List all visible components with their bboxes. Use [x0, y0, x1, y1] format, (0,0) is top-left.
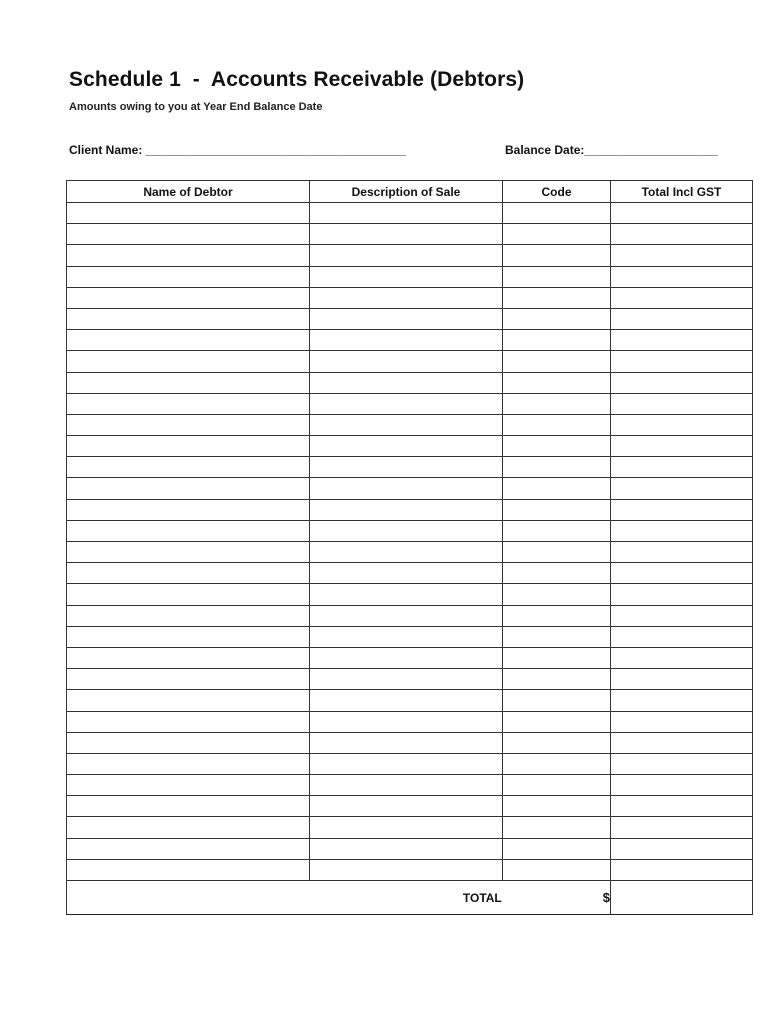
table-row: [67, 711, 753, 732]
table-row: [67, 626, 753, 647]
total-label: TOTAL: [462, 891, 502, 905]
name-of-debtor-cell[interactable]: [67, 584, 310, 605]
page-subtitle: Amounts owing to you at Year End Balance Date: [69, 101, 323, 113]
code-cell[interactable]: [503, 796, 611, 817]
code-cell[interactable]: [503, 457, 611, 478]
code-cell[interactable]: [503, 626, 611, 647]
description-of-sale-cell[interactable]: [310, 224, 503, 245]
table-row: [67, 372, 753, 393]
table-row: [67, 308, 753, 329]
total-incl-gst-cell[interactable]: [611, 499, 753, 520]
description-of-sale-cell[interactable]: [310, 372, 503, 393]
total-incl-gst-cell[interactable]: [611, 584, 753, 605]
code-cell[interactable]: [503, 414, 611, 435]
table-row: [67, 414, 753, 435]
table-row: [67, 224, 753, 245]
description-of-sale-cell[interactable]: [310, 436, 503, 457]
table-row: [67, 266, 753, 287]
description-of-sale-cell[interactable]: [310, 605, 503, 626]
description-of-sale-cell[interactable]: [310, 414, 503, 435]
code-cell[interactable]: [503, 266, 611, 287]
total-incl-gst-cell[interactable]: [611, 563, 753, 584]
description-of-sale-cell[interactable]: [310, 732, 503, 753]
name-of-debtor-cell[interactable]: [67, 287, 310, 308]
total-incl-gst-cell[interactable]: [611, 224, 753, 245]
code-cell[interactable]: [503, 372, 611, 393]
code-cell[interactable]: [503, 203, 611, 224]
name-of-debtor-cell[interactable]: [67, 308, 310, 329]
table-row: [67, 605, 753, 626]
total-incl-gst-cell[interactable]: [611, 626, 753, 647]
code-cell[interactable]: [503, 308, 611, 329]
total-incl-gst-cell[interactable]: [611, 775, 753, 796]
total-incl-gst-cell[interactable]: [611, 266, 753, 287]
name-of-debtor-cell[interactable]: [67, 753, 310, 774]
description-of-sale-cell[interactable]: [310, 203, 503, 224]
total-incl-gst-cell[interactable]: [611, 647, 753, 668]
code-cell[interactable]: [503, 775, 611, 796]
description-of-sale-cell[interactable]: [310, 626, 503, 647]
table-row: [67, 203, 753, 224]
total-incl-gst-cell[interactable]: [611, 308, 753, 329]
total-incl-gst-cell[interactable]: [611, 478, 753, 499]
name-of-debtor-cell[interactable]: [67, 563, 310, 584]
table-row: [67, 775, 753, 796]
name-of-debtor-cell[interactable]: [67, 372, 310, 393]
code-cell[interactable]: [503, 393, 611, 414]
description-of-sale-cell[interactable]: [310, 669, 503, 690]
description-of-sale-cell[interactable]: [310, 287, 503, 308]
total-incl-gst-cell[interactable]: [611, 245, 753, 266]
code-cell[interactable]: [503, 563, 611, 584]
code-cell[interactable]: [503, 690, 611, 711]
table-row: [67, 838, 753, 859]
total-incl-gst-cell[interactable]: [611, 287, 753, 308]
description-of-sale-cell[interactable]: [310, 859, 503, 880]
table-row: [67, 647, 753, 668]
description-of-sale-cell[interactable]: [310, 838, 503, 859]
table-row: [67, 563, 753, 584]
page-title: Schedule 1 - Accounts Receivable (Debtors): [69, 68, 525, 91]
header-total-incl-gst: Total Incl GST: [611, 181, 753, 203]
name-of-debtor-cell[interactable]: [67, 245, 310, 266]
total-incl-gst-cell[interactable]: [611, 605, 753, 626]
total-row: [67, 881, 753, 915]
code-cell[interactable]: [503, 859, 611, 880]
code-cell[interactable]: [503, 330, 611, 351]
description-of-sale-cell[interactable]: [310, 542, 503, 563]
code-cell[interactable]: [503, 584, 611, 605]
table-row: [67, 287, 753, 308]
table-row: [67, 584, 753, 605]
table-row: [67, 330, 753, 351]
table-row: [67, 478, 753, 499]
code-cell[interactable]: [503, 817, 611, 838]
name-of-debtor-cell[interactable]: [67, 669, 310, 690]
bottom-rule: [66, 914, 752, 915]
name-of-debtor-cell[interactable]: [67, 775, 310, 796]
table-row: [67, 351, 753, 372]
total-incl-gst-cell[interactable]: [611, 351, 753, 372]
table-row: [67, 669, 753, 690]
code-cell[interactable]: [503, 245, 611, 266]
description-of-sale-cell[interactable]: [310, 647, 503, 668]
name-of-debtor-cell[interactable]: [67, 436, 310, 457]
description-of-sale-cell[interactable]: [310, 753, 503, 774]
name-of-debtor-cell[interactable]: [67, 690, 310, 711]
description-of-sale-cell[interactable]: [310, 711, 503, 732]
description-of-sale-cell[interactable]: [310, 393, 503, 414]
header-description-of-sale: Description of Sale: [310, 181, 503, 203]
description-of-sale-cell[interactable]: [310, 308, 503, 329]
total-incl-gst-cell[interactable]: [611, 753, 753, 774]
total-label-cell: [67, 881, 611, 915]
name-of-debtor-cell[interactable]: [67, 330, 310, 351]
table-row: [67, 457, 753, 478]
total-incl-gst-cell[interactable]: [611, 542, 753, 563]
name-of-debtor-cell[interactable]: [67, 605, 310, 626]
table-header-row: [67, 181, 753, 203]
description-of-sale-cell[interactable]: [310, 690, 503, 711]
name-of-debtor-cell[interactable]: [67, 732, 310, 753]
table-row: [67, 245, 753, 266]
code-cell[interactable]: [503, 436, 611, 457]
description-of-sale-cell[interactable]: [310, 817, 503, 838]
description-of-sale-cell[interactable]: [310, 330, 503, 351]
name-of-debtor-cell[interactable]: [67, 414, 310, 435]
name-of-debtor-cell[interactable]: [67, 499, 310, 520]
name-of-debtor-cell[interactable]: [67, 351, 310, 372]
total-incl-gst-cell[interactable]: [611, 817, 753, 838]
name-of-debtor-cell[interactable]: [67, 838, 310, 859]
total-incl-gst-cell[interactable]: [611, 457, 753, 478]
name-of-debtor-cell[interactable]: [67, 203, 310, 224]
total-incl-gst-cell[interactable]: [611, 838, 753, 859]
total-incl-gst-cell[interactable]: [611, 330, 753, 351]
table-row: [67, 520, 753, 541]
description-of-sale-cell[interactable]: [310, 266, 503, 287]
code-cell[interactable]: [503, 520, 611, 541]
table-row: [67, 796, 753, 817]
code-cell[interactable]: [503, 647, 611, 668]
name-of-debtor-cell[interactable]: [67, 520, 310, 541]
table-row: [67, 690, 753, 711]
table-row: [67, 732, 753, 753]
code-cell[interactable]: [503, 287, 611, 308]
code-cell[interactable]: [503, 753, 611, 774]
name-of-debtor-cell[interactable]: [67, 542, 310, 563]
code-cell[interactable]: [503, 669, 611, 690]
total-incl-gst-cell[interactable]: [611, 393, 753, 414]
description-of-sale-cell[interactable]: [310, 775, 503, 796]
balance-date-field[interactable]: Balance Date:____________________: [505, 143, 718, 157]
total-incl-gst-cell[interactable]: [611, 859, 753, 880]
name-of-debtor-cell[interactable]: [67, 393, 310, 414]
total-incl-gst-cell[interactable]: [611, 732, 753, 753]
header-name-of-debtor: Name of Debtor: [67, 181, 310, 203]
description-of-sale-cell[interactable]: [310, 563, 503, 584]
table-row: [67, 499, 753, 520]
code-cell[interactable]: [503, 542, 611, 563]
name-of-debtor-cell[interactable]: [67, 266, 310, 287]
code-cell[interactable]: [503, 711, 611, 732]
total-amount-cell[interactable]: [611, 881, 753, 915]
table-row: [67, 393, 753, 414]
code-cell[interactable]: [503, 499, 611, 520]
total-incl-gst-cell[interactable]: [611, 711, 753, 732]
total-incl-gst-cell[interactable]: [611, 414, 753, 435]
total-incl-gst-cell[interactable]: [611, 796, 753, 817]
code-cell[interactable]: [503, 224, 611, 245]
description-of-sale-cell[interactable]: [310, 796, 503, 817]
name-of-debtor-cell[interactable]: [67, 478, 310, 499]
table-row: [67, 753, 753, 774]
table-body: [67, 203, 753, 881]
total-incl-gst-cell[interactable]: [611, 690, 753, 711]
description-of-sale-cell[interactable]: [310, 245, 503, 266]
table-row: [67, 859, 753, 880]
table-row: [67, 436, 753, 457]
description-of-sale-cell[interactable]: [310, 499, 503, 520]
debtors-table: [66, 180, 753, 915]
description-of-sale-cell[interactable]: [310, 351, 503, 372]
name-of-debtor-cell[interactable]: [67, 457, 310, 478]
name-of-debtor-cell[interactable]: [67, 647, 310, 668]
name-of-debtor-cell[interactable]: [67, 224, 310, 245]
description-of-sale-cell[interactable]: [310, 584, 503, 605]
code-cell[interactable]: [503, 351, 611, 372]
total-incl-gst-cell[interactable]: [611, 669, 753, 690]
code-cell[interactable]: [503, 732, 611, 753]
table-row: [67, 817, 753, 838]
currency-symbol: $: [602, 890, 610, 905]
code-cell[interactable]: [503, 605, 611, 626]
name-of-debtor-cell[interactable]: [67, 817, 310, 838]
header-code: Code: [503, 181, 611, 203]
description-of-sale-cell[interactable]: [310, 520, 503, 541]
code-cell[interactable]: [503, 838, 611, 859]
total-incl-gst-cell[interactable]: [611, 436, 753, 457]
total-incl-gst-cell[interactable]: [611, 372, 753, 393]
table-row: [67, 542, 753, 563]
name-of-debtor-cell[interactable]: [67, 626, 310, 647]
code-cell[interactable]: [503, 478, 611, 499]
name-of-debtor-cell[interactable]: [67, 796, 310, 817]
name-of-debtor-cell[interactable]: [67, 859, 310, 880]
total-incl-gst-cell[interactable]: [611, 520, 753, 541]
name-of-debtor-cell[interactable]: [67, 711, 310, 732]
description-of-sale-cell[interactable]: [310, 457, 503, 478]
total-incl-gst-cell[interactable]: [611, 203, 753, 224]
client-name-field[interactable]: Client Name: _______________________________________: [69, 143, 406, 157]
description-of-sale-cell[interactable]: [310, 478, 503, 499]
